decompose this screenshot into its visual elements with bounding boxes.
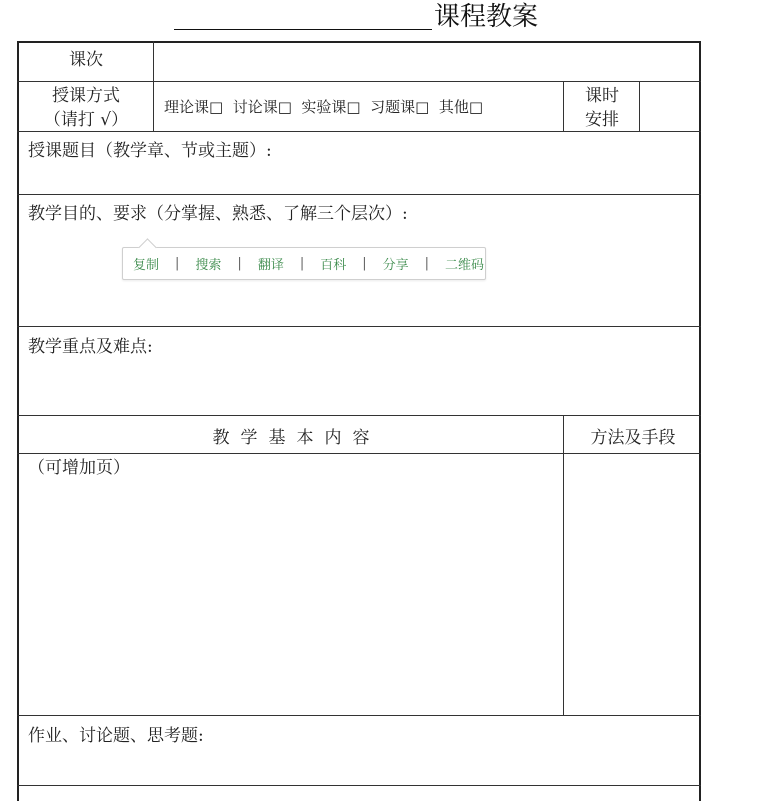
column-divider [639, 81, 640, 131]
schedule-field[interactable] [641, 83, 699, 130]
popup-separator: | [237, 256, 242, 271]
schedule-label: 课时 [585, 86, 619, 106]
content-body-field[interactable] [19, 482, 562, 714]
homework-label: 作业、讨论题、思考题: [28, 726, 204, 746]
key-points-label: 教学重点及难点: [28, 337, 153, 357]
column-divider [563, 415, 564, 715]
popup-translate-button[interactable]: 翻译 [257, 258, 284, 273]
popup-separator: | [299, 256, 305, 271]
content-note: （可增加页） [28, 458, 130, 478]
column-divider [563, 81, 564, 131]
methods-body-field[interactable] [566, 456, 700, 714]
row-divider [17, 453, 701, 454]
teaching-method-label: 授课方式 [52, 86, 120, 106]
row-divider [17, 785, 701, 786]
lesson-number-field[interactable] [156, 44, 698, 80]
popup-search-button[interactable]: 搜索 [195, 258, 222, 273]
selection-popup-menu [122, 247, 486, 280]
row-divider [17, 81, 701, 82]
row-divider [17, 194, 701, 195]
row-divider [17, 415, 701, 416]
popup-separator: | [362, 256, 367, 271]
popup-copy-button[interactable]: 复制 [133, 258, 160, 273]
popup-menu-items [123, 248, 487, 279]
teaching-method-options[interactable]: 理论课□ 讨论课□ 实验课□ 习题课□ 其他□ [164, 98, 484, 116]
column-divider [153, 41, 154, 131]
teaching-method-hint: （请打 √） [43, 110, 129, 130]
title-blank-line [174, 29, 432, 30]
methods-header: 方法及手段 [590, 428, 676, 448]
topic-label: 授课题目（教学章、节或主题）: [28, 141, 272, 161]
popup-separator: | [175, 256, 180, 271]
row-divider [17, 715, 701, 716]
popup-qrcode-button[interactable]: 二维码 [445, 258, 485, 273]
lesson-number-label: 课次 [69, 50, 103, 70]
popup-encyclopedia-button[interactable]: 百科 [320, 258, 347, 273]
popup-separator: | [424, 256, 430, 271]
row-divider [17, 326, 701, 327]
popup-share-button[interactable]: 分享 [382, 258, 409, 273]
document-title: 课程教案 [434, 2, 539, 32]
content-header: 教学基本内容 [212, 428, 381, 448]
document-header [0, 0, 762, 40]
objectives-label: 教学目的、要求（分掌握、熟悉、了解三个层次）: [28, 204, 408, 224]
schedule-label-line2: 安排 [585, 110, 619, 130]
